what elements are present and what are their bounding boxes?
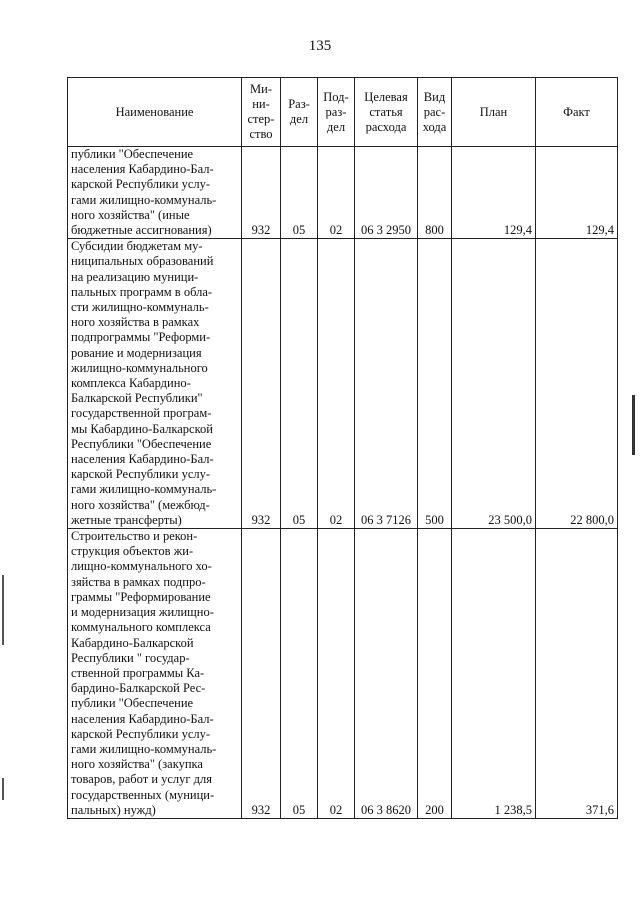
budget-table <box>67 77 618 819</box>
header-name: Наименование <box>68 78 242 147</box>
row-expense-type: 200 <box>418 529 452 819</box>
row-fact: 371,6 <box>536 529 618 819</box>
row-plan: 129,4 <box>452 147 536 239</box>
row-name: публики "Обеспечение населения Кабардино-Бал- карской Республики услу- гами жилищно-коммуналь- ного хозяйства" (иные бюджетные ассигнования) <box>68 147 242 239</box>
row-expense-type: 500 <box>418 239 452 529</box>
header-target-article: Целевая статья расхода <box>355 78 418 147</box>
table-row <box>68 147 618 239</box>
row-plan: 1 238,5 <box>452 529 536 819</box>
row-ministry: 932 <box>242 147 281 239</box>
page-number: 135 <box>308 38 332 54</box>
row-ministry: 932 <box>242 239 281 529</box>
header-expense-type: Вид рас- хода <box>418 78 452 147</box>
row-name: Строительство и рекон- струкция объектов жи- лищно-коммунального хо- зяйства в рамках подпро- граммы "Реформирование и модернизация жилищно- коммунального комплекса Кабардино-Балкарской Республики " государ- ственной программы Ка- бардино-Балкарской Рес- публики "Обеспечение населения Кабардино-Бал- карской Республики услу- гами жилищно-коммуналь- ного хозяйства" (закупка товаров, работ и услуг для государственных (муници- пальных) нужд) <box>68 529 242 819</box>
scan-edge-mark <box>2 575 4 645</box>
row-section: 05 <box>281 239 318 529</box>
row-ministry: 932 <box>242 529 281 819</box>
row-subsection: 02 <box>318 529 355 819</box>
row-section: 05 <box>281 529 318 819</box>
header-subsection: Под- раз- дел <box>318 78 355 147</box>
row-target-article: 06 3 2950 <box>355 147 418 239</box>
row-plan: 23 500,0 <box>452 239 536 529</box>
header-section: Раз- дел <box>281 78 318 147</box>
scan-edge-mark <box>2 778 4 800</box>
row-section: 05 <box>281 147 318 239</box>
row-fact: 22 800,0 <box>536 239 618 529</box>
table-row <box>68 529 618 819</box>
row-subsection: 02 <box>318 147 355 239</box>
table-row <box>68 239 618 529</box>
row-expense-type: 800 <box>418 147 452 239</box>
row-target-article: 06 3 7126 <box>355 239 418 529</box>
header-fact: Факт <box>536 78 618 147</box>
row-target-article: 06 3 8620 <box>355 529 418 819</box>
scan-edge-mark <box>632 395 635 455</box>
header-ministry: Ми- ни- стер- ство <box>242 78 281 147</box>
header-row <box>68 78 618 147</box>
row-name: Субсидии бюджетам му- ниципальных образований на реализацию муници- пальных программ в обла- сти жилищно-коммуналь- ного хозяйства в рамках подпрограммы "Реформи- рование и модернизация жилищно-коммунального комплекса Кабардино- Балкарской Республики" государственной програм- мы Кабардино-Балкарской Республики "Обеспечение населения Кабардино-Бал- карской Республики услу- гами жилищно-коммуналь- ного хозяйства" (межбюд- жетные трансферты) <box>68 239 242 529</box>
row-fact: 129,4 <box>536 147 618 239</box>
row-subsection: 02 <box>318 239 355 529</box>
header-plan: План <box>452 78 536 147</box>
